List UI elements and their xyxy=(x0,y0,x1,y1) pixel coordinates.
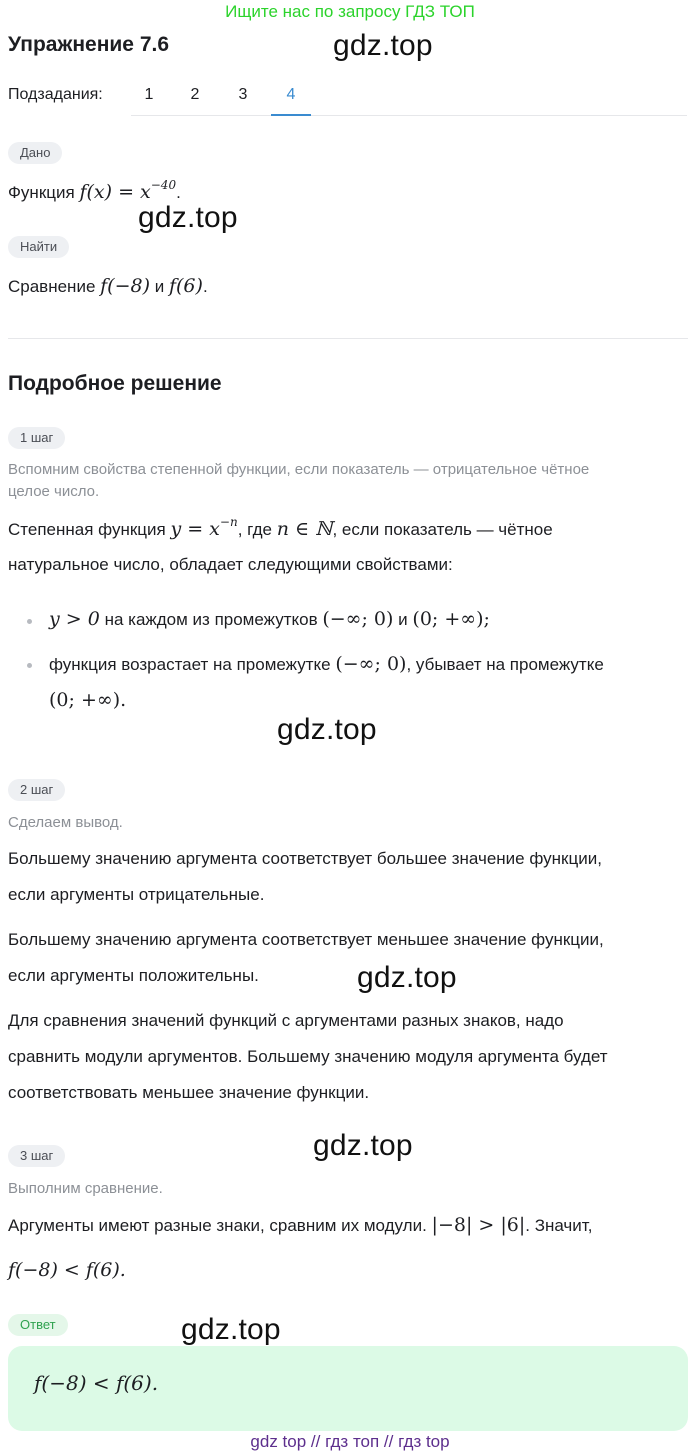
step-2-paragraph-3-line-2: сравнить модули аргументов. Большему значению модуля аргумента будет xyxy=(8,1047,608,1066)
find-badge: Найти xyxy=(8,236,69,258)
active-tab-indicator xyxy=(271,114,311,116)
step-2-badge: 2 шаг xyxy=(8,779,65,801)
step-3-paragraph: Аргументы имеют разные знаки, сравним их модули. |−8| > |6|. Значит, xyxy=(8,1214,593,1236)
given-text: Функция $f(x) = x^{-40}$. xyxy=(8,177,181,203)
footer-links[interactable]: gdz top // гдз топ // гдз top xyxy=(250,1432,450,1451)
step-3-hint: Выполним сравнение. xyxy=(8,1180,163,1197)
watermark: gdz.top xyxy=(357,961,457,994)
bullet-1: y > 0 на каждом из промежутков (−∞; 0) и (0; +∞); xyxy=(49,608,490,630)
search-banner: Ищите нас по запросу ГДЗ ТОП xyxy=(225,2,475,21)
watermark: gdz.top xyxy=(138,201,238,234)
step-1-hint: Вспомним свойства степенной функции, если показатель — отрицательное чётное xyxy=(8,461,590,478)
tab-2[interactable]: 2 xyxy=(190,86,200,103)
tab-1[interactable]: 1 xyxy=(144,86,154,103)
watermark: gdz.top xyxy=(313,1129,413,1162)
watermark: gdz.top xyxy=(181,1313,281,1346)
step-1-badge: 1 шаг xyxy=(8,427,65,449)
page-title: Упражнение 7.6 xyxy=(8,33,170,56)
find-formula-1: f(−8) xyxy=(100,275,151,297)
find-formula-2: f(6) xyxy=(168,275,203,297)
tab-4[interactable]: 4 xyxy=(286,86,296,103)
step-3-conclusion: f(−8) < f(6). xyxy=(8,1259,126,1281)
step-2-paragraph-1: Большему значению аргумента соответствует большее значение функции, xyxy=(8,849,602,868)
find-text: Сравнение f(−8) и f(6). xyxy=(8,275,208,297)
given-formula: $f(x) = x^{-40}$ xyxy=(79,177,177,203)
given-label: Функция xyxy=(8,183,75,202)
bullet-2-line-2: (0; +∞). xyxy=(49,689,127,711)
tabs-divider xyxy=(131,115,687,116)
step-2-paragraph-3-line-3: соответствовать меньшее значение функции. xyxy=(8,1083,370,1102)
step-2-paragraph-3: Для сравнения значений функций с аргументами разных знаков, надо xyxy=(8,1011,564,1030)
step-1-hint-2: целое число. xyxy=(8,483,100,500)
step-1-paragraph-2: натуральное число, обладает следующими свойствами: xyxy=(8,555,453,574)
step-2-paragraph-2-line-2: если аргументы положительны. xyxy=(8,966,259,985)
subtasks-label: Подзадания: xyxy=(8,86,103,103)
bullet-dot xyxy=(27,663,32,668)
bullet-2: функция возрастает на промежутке (−∞; 0), убывает на промежутке xyxy=(49,653,604,675)
step-2-paragraph-2: Большему значению аргумента соответствует меньшее значение функции, xyxy=(8,930,604,949)
answer-badge: Ответ xyxy=(8,1314,68,1336)
step-2-paragraph-1-line-2: если аргументы отрицательные. xyxy=(8,885,265,904)
watermark: gdz.top xyxy=(333,29,433,62)
tab-3[interactable]: 3 xyxy=(238,86,248,103)
solution-title: Подробное решение xyxy=(8,372,222,395)
watermark: gdz.top xyxy=(277,713,377,746)
given-badge: Дано xyxy=(8,142,62,164)
answer-formula: f(−8) < f(6). xyxy=(34,1371,159,1395)
bullet-dot xyxy=(27,619,32,624)
section-divider xyxy=(8,338,688,339)
step-3-badge: 3 шаг xyxy=(8,1145,65,1167)
step-2-hint: Сделаем вывод. xyxy=(8,814,123,831)
step-1-paragraph: Степенная функция $y = x^{-n}$, где n ∈ ℕ, если показатель — чётное xyxy=(8,514,553,540)
